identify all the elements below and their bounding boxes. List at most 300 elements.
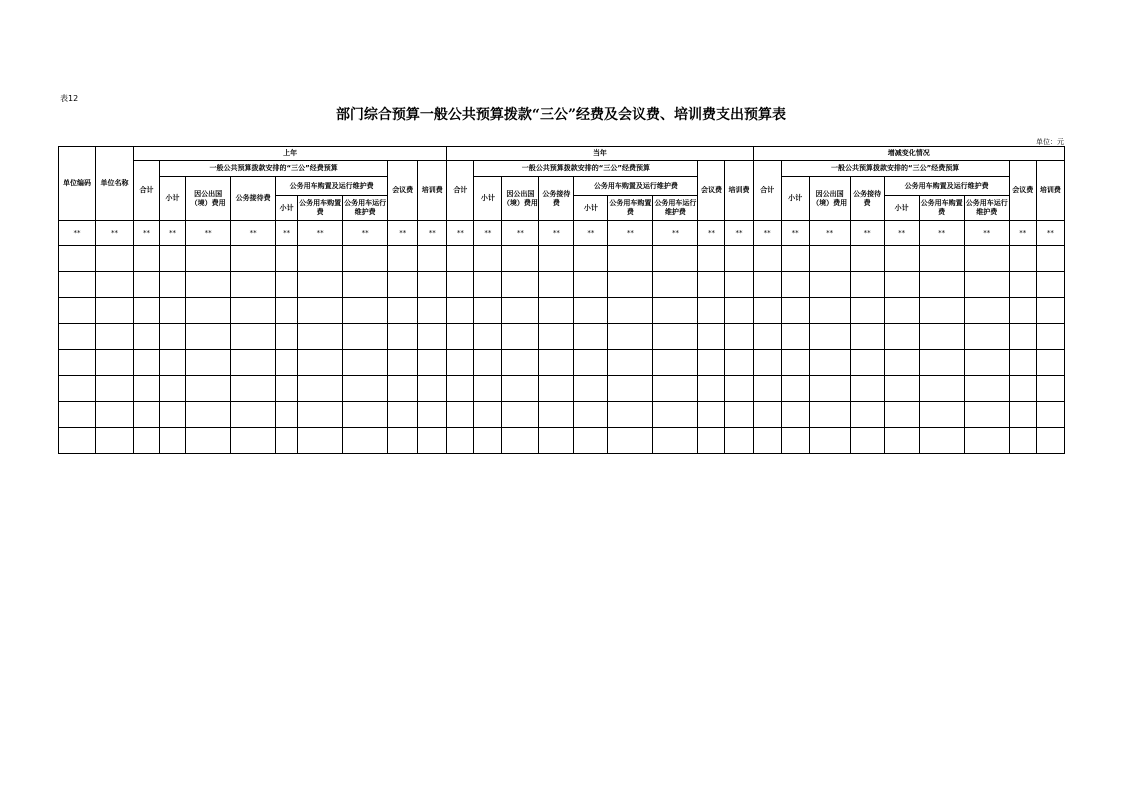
table-cell <box>1036 298 1064 324</box>
table-cell <box>608 376 653 402</box>
table-cell <box>964 402 1009 428</box>
header-abroad: 因公出国（境）费用 <box>502 177 539 221</box>
header-unit-code: 单位编码 <box>59 147 96 221</box>
table-cell <box>96 246 134 272</box>
table-cell <box>1036 350 1064 376</box>
table-cell <box>96 272 134 298</box>
table-cell <box>231 298 276 324</box>
table-cell <box>474 324 502 350</box>
table-cell <box>186 350 231 376</box>
table-cell <box>574 402 608 428</box>
table-cell <box>231 376 276 402</box>
table-cell <box>502 272 539 298</box>
table-cell <box>574 376 608 402</box>
table-cell <box>502 246 539 272</box>
table-cell <box>502 376 539 402</box>
header-car-subtotal: 小计 <box>884 196 919 221</box>
marker-cell: ** <box>343 221 388 246</box>
header-meeting: 会议费 <box>1009 161 1036 221</box>
header-car-purchase: 公务用车购置费 <box>919 196 964 221</box>
table-cell <box>753 298 781 324</box>
table-cell <box>884 324 919 350</box>
marker-cell: ** <box>418 221 447 246</box>
marker-cell: ** <box>698 221 725 246</box>
header-group-change: 增减变化情况 <box>753 147 1064 161</box>
table-cell <box>539 376 574 402</box>
table-cell <box>1009 298 1036 324</box>
table-cell <box>781 298 809 324</box>
table-cell <box>1036 376 1064 402</box>
table-cell <box>608 246 653 272</box>
table-cell <box>343 428 388 454</box>
table-cell <box>298 428 343 454</box>
table-cell <box>884 272 919 298</box>
table-cell <box>1009 428 1036 454</box>
table-cell <box>447 402 474 428</box>
table-row <box>59 428 1065 454</box>
header-car-subtotal: 小计 <box>276 196 298 221</box>
table-cell <box>186 324 231 350</box>
header-car-group: 公务用车购置及运行维护费 <box>276 177 388 196</box>
table-cell <box>725 376 753 402</box>
table-cell <box>608 428 653 454</box>
table-cell <box>160 272 186 298</box>
table-cell <box>343 298 388 324</box>
table-cell <box>884 428 919 454</box>
table-cell <box>781 402 809 428</box>
table-cell <box>134 376 160 402</box>
table-cell <box>231 402 276 428</box>
table-cell <box>231 324 276 350</box>
table-cell <box>539 272 574 298</box>
table-cell <box>231 246 276 272</box>
table-cell <box>388 272 418 298</box>
table-row <box>59 376 1065 402</box>
table-cell <box>1009 272 1036 298</box>
header-unit-name: 单位名称 <box>96 147 134 221</box>
table-cell <box>574 350 608 376</box>
table-cell <box>725 298 753 324</box>
header-subtotal: 小计 <box>160 177 186 221</box>
table-cell <box>781 246 809 272</box>
table-cell <box>186 428 231 454</box>
table-cell <box>539 350 574 376</box>
table-cell <box>809 246 850 272</box>
table-cell <box>298 402 343 428</box>
table-cell <box>134 272 160 298</box>
table-cell <box>1009 324 1036 350</box>
table-cell <box>298 324 343 350</box>
table-cell <box>919 272 964 298</box>
table-cell <box>502 428 539 454</box>
table-cell <box>574 246 608 272</box>
marker-cell: ** <box>298 221 343 246</box>
table-cell <box>418 298 447 324</box>
table-cell <box>539 428 574 454</box>
table-cell <box>160 402 186 428</box>
table-cell <box>964 428 1009 454</box>
table-cell <box>809 376 850 402</box>
table-cell <box>418 376 447 402</box>
table-cell <box>964 324 1009 350</box>
table-row <box>59 272 1065 298</box>
marker-cell: ** <box>653 221 698 246</box>
table-cell <box>343 376 388 402</box>
table-cell <box>59 324 96 350</box>
table-cell <box>343 402 388 428</box>
table-cell <box>160 350 186 376</box>
table-cell <box>574 324 608 350</box>
table-cell <box>276 298 298 324</box>
table-cell <box>919 246 964 272</box>
table-cell <box>884 376 919 402</box>
table-cell <box>160 246 186 272</box>
header-abroad: 因公出国（境）费用 <box>186 177 231 221</box>
table-cell <box>753 402 781 428</box>
table-cell <box>276 246 298 272</box>
table-cell <box>418 272 447 298</box>
table-cell <box>781 272 809 298</box>
header-sangong: 一般公共预算拨款安排的“三公”经费预算 <box>781 161 1009 177</box>
table-cell <box>186 376 231 402</box>
marker-cell: ** <box>96 221 134 246</box>
table-cell <box>1036 246 1064 272</box>
table-cell <box>919 376 964 402</box>
table-cell <box>298 272 343 298</box>
table-cell <box>574 272 608 298</box>
table-cell <box>608 272 653 298</box>
table-cell <box>809 298 850 324</box>
table-cell <box>653 428 698 454</box>
header-row-groups <box>59 147 1065 161</box>
table-cell <box>608 298 653 324</box>
header-reception: 公务接待费 <box>539 177 574 221</box>
header-car-group: 公务用车购置及运行维护费 <box>574 177 698 196</box>
table-cell <box>725 350 753 376</box>
table-cell <box>1036 428 1064 454</box>
table-cell <box>447 246 474 272</box>
table-cell <box>539 246 574 272</box>
header-car-maintenance: 公务用车运行维护费 <box>653 196 698 221</box>
table-cell <box>725 324 753 350</box>
table-cell <box>809 272 850 298</box>
table-cell <box>964 350 1009 376</box>
table-cell <box>850 246 884 272</box>
header-car-subtotal: 小计 <box>574 196 608 221</box>
table-cell <box>388 402 418 428</box>
table-row <box>59 350 1065 376</box>
table-cell <box>160 298 186 324</box>
table-cell <box>698 324 725 350</box>
table-cell <box>964 272 1009 298</box>
header-total: 合计 <box>753 161 781 221</box>
marker-cell: ** <box>753 221 781 246</box>
table-cell <box>1009 246 1036 272</box>
marker-cell: ** <box>502 221 539 246</box>
marker-cell: ** <box>964 221 1009 246</box>
table-cell <box>474 350 502 376</box>
table-cell <box>276 376 298 402</box>
header-training: 培训费 <box>418 161 447 221</box>
table-cell <box>781 324 809 350</box>
marker-cell: ** <box>160 221 186 246</box>
table-cell <box>725 246 753 272</box>
table-cell <box>96 428 134 454</box>
table-row <box>59 246 1065 272</box>
table-cell <box>753 324 781 350</box>
table-cell <box>134 246 160 272</box>
marker-cell: ** <box>134 221 160 246</box>
header-group-this-year: 当年 <box>447 147 753 161</box>
table-cell <box>474 272 502 298</box>
table-cell <box>884 402 919 428</box>
header-car-purchase: 公务用车购置费 <box>608 196 653 221</box>
marker-cell: ** <box>809 221 850 246</box>
header-meeting: 会议费 <box>388 161 418 221</box>
table-cell <box>186 298 231 324</box>
table-cell <box>134 298 160 324</box>
table-cell <box>502 350 539 376</box>
table-cell <box>753 428 781 454</box>
table-cell <box>809 324 850 350</box>
marker-cell: ** <box>474 221 502 246</box>
table-cell <box>653 376 698 402</box>
header-row-sangong <box>59 161 1065 177</box>
table-cell <box>447 272 474 298</box>
unit-label: 单位：元 <box>1036 138 1064 146</box>
table-cell <box>698 428 725 454</box>
table-cell <box>298 350 343 376</box>
table-cell <box>388 246 418 272</box>
table-cell <box>388 376 418 402</box>
table-cell <box>964 298 1009 324</box>
table-row <box>59 324 1065 350</box>
table-cell <box>608 324 653 350</box>
header-meeting: 会议费 <box>698 161 725 221</box>
table-cell <box>231 428 276 454</box>
table-cell <box>539 324 574 350</box>
table-cell <box>653 324 698 350</box>
table-cell <box>1009 376 1036 402</box>
table-cell <box>809 402 850 428</box>
header-subtotal: 小计 <box>474 177 502 221</box>
table-cell <box>964 246 1009 272</box>
table-cell <box>698 376 725 402</box>
table-cell <box>418 246 447 272</box>
header-training: 培训费 <box>1036 161 1064 221</box>
table-cell <box>1009 402 1036 428</box>
header-total: 合计 <box>134 161 160 221</box>
table-cell <box>96 350 134 376</box>
table-cell <box>850 402 884 428</box>
table-cell <box>725 272 753 298</box>
marker-cell: ** <box>850 221 884 246</box>
table-cell <box>388 350 418 376</box>
table-cell <box>698 272 725 298</box>
table-cell <box>474 428 502 454</box>
header-sangong: 一般公共预算拨款安排的“三公”经费预算 <box>160 161 388 177</box>
table-cell <box>447 298 474 324</box>
table-cell <box>809 428 850 454</box>
table-cell <box>698 402 725 428</box>
table-cell <box>725 428 753 454</box>
table-cell <box>884 350 919 376</box>
table-cell <box>276 350 298 376</box>
table-cell <box>653 350 698 376</box>
table-cell <box>919 402 964 428</box>
table-cell <box>474 298 502 324</box>
table-cell <box>343 350 388 376</box>
table-cell <box>964 376 1009 402</box>
table-row <box>59 402 1065 428</box>
header-total: 合计 <box>447 161 474 221</box>
header-group-prev-year: 上年 <box>134 147 447 161</box>
table-cell <box>850 324 884 350</box>
header-car-purchase: 公务用车购置费 <box>298 196 343 221</box>
table-cell <box>884 298 919 324</box>
marker-cell: ** <box>1009 221 1036 246</box>
table-cell <box>1009 350 1036 376</box>
marker-cell: ** <box>919 221 964 246</box>
table-cell <box>653 246 698 272</box>
table-cell <box>850 272 884 298</box>
table-cell <box>919 298 964 324</box>
table-cell <box>574 298 608 324</box>
table-cell <box>59 246 96 272</box>
table-cell <box>134 428 160 454</box>
table-cell <box>850 428 884 454</box>
table-cell <box>919 350 964 376</box>
table-cell <box>1036 402 1064 428</box>
table-cell <box>231 350 276 376</box>
table-cell <box>474 402 502 428</box>
table-cell <box>59 350 96 376</box>
table-cell <box>447 376 474 402</box>
table-cell <box>59 298 96 324</box>
header-subtotal: 小计 <box>781 177 809 221</box>
table-cell <box>276 402 298 428</box>
table-cell <box>96 298 134 324</box>
table-cell <box>343 272 388 298</box>
table-cell <box>502 324 539 350</box>
table-cell <box>298 376 343 402</box>
table-cell <box>474 376 502 402</box>
table-cell <box>134 324 160 350</box>
table-cell <box>698 246 725 272</box>
marker-cell: ** <box>574 221 608 246</box>
header-training: 培训费 <box>725 161 753 221</box>
table-cell <box>753 272 781 298</box>
table-cell <box>388 298 418 324</box>
table-cell <box>539 298 574 324</box>
table-cell <box>276 272 298 298</box>
table-row <box>59 298 1065 324</box>
table-cell <box>608 402 653 428</box>
table-cell <box>1036 324 1064 350</box>
table-cell <box>1036 272 1064 298</box>
table-cell <box>653 402 698 428</box>
table-cell <box>850 298 884 324</box>
table-cell <box>388 428 418 454</box>
table-cell <box>698 298 725 324</box>
table-cell <box>96 376 134 402</box>
table-cell <box>231 272 276 298</box>
header-reception: 公务接待费 <box>231 177 276 221</box>
table-cell <box>59 428 96 454</box>
table-cell <box>753 350 781 376</box>
table-cell <box>186 402 231 428</box>
table-cell <box>781 376 809 402</box>
table-cell <box>781 428 809 454</box>
marker-cell: ** <box>725 221 753 246</box>
table-cell <box>884 246 919 272</box>
budget-table <box>58 146 1065 454</box>
marker-cell: ** <box>186 221 231 246</box>
table-cell <box>539 402 574 428</box>
table-cell <box>447 350 474 376</box>
table-cell <box>160 324 186 350</box>
table-cell <box>418 350 447 376</box>
table-cell <box>608 350 653 376</box>
table-cell <box>59 402 96 428</box>
marker-cell: ** <box>59 221 96 246</box>
table-cell <box>919 324 964 350</box>
table-cell <box>343 246 388 272</box>
table-cell <box>781 350 809 376</box>
marker-cell: ** <box>608 221 653 246</box>
marker-cell: ** <box>276 221 298 246</box>
marker-cell: ** <box>539 221 574 246</box>
table-cell <box>502 402 539 428</box>
marker-cell: ** <box>447 221 474 246</box>
marker-row <box>59 221 1065 246</box>
table-cell <box>725 402 753 428</box>
table-cell <box>160 376 186 402</box>
table-cell <box>809 350 850 376</box>
table-cell <box>850 350 884 376</box>
header-abroad: 因公出国（境）费用 <box>809 177 850 221</box>
table-cell <box>388 324 418 350</box>
header-car-group: 公务用车购置及运行维护费 <box>884 177 1009 196</box>
table-cell <box>653 272 698 298</box>
table-cell <box>343 324 388 350</box>
table-cell <box>59 376 96 402</box>
table-cell <box>502 298 539 324</box>
table-cell <box>474 246 502 272</box>
header-reception: 公务接待费 <box>850 177 884 221</box>
table-cell <box>186 246 231 272</box>
marker-cell: ** <box>231 221 276 246</box>
table-cell <box>298 246 343 272</box>
table-cell <box>96 324 134 350</box>
table-cell <box>698 350 725 376</box>
table-cell <box>418 402 447 428</box>
marker-cell: ** <box>1036 221 1064 246</box>
table-cell <box>418 324 447 350</box>
marker-cell: ** <box>781 221 809 246</box>
header-car-maintenance: 公务用车运行维护费 <box>964 196 1009 221</box>
table-cell <box>447 428 474 454</box>
table-cell <box>574 428 608 454</box>
table-cell <box>653 298 698 324</box>
header-row-subitems <box>59 177 1065 196</box>
table-cell <box>850 376 884 402</box>
marker-cell: ** <box>884 221 919 246</box>
table-cell <box>134 402 160 428</box>
page-title: 部门综合预算一般公共预算拨款“三公”经费及会议费、培训费支出预算表 <box>335 107 787 123</box>
table-cell <box>186 272 231 298</box>
table-cell <box>96 402 134 428</box>
